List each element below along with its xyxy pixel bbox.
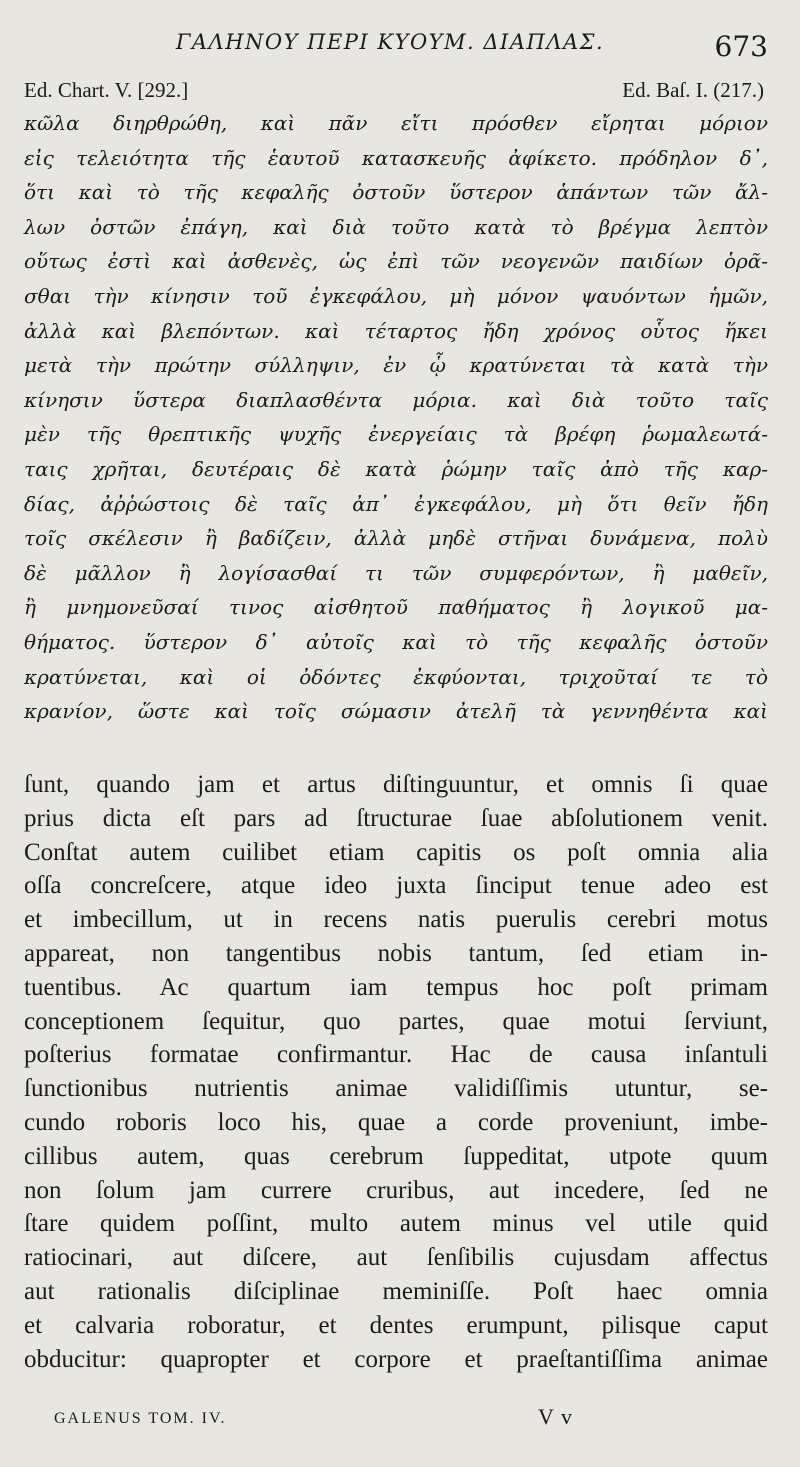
latin-text-line: et imbecillum, ut in recens natis puerulis cerebri motus: [24, 906, 768, 934]
greek-text-line: λων ὀστῶν ἐπάγη, καὶ διὰ τοῦτο κατὰ τὸ βρέγμα λεπτὸν: [24, 214, 768, 239]
edition-left: Ed. Chart. V. [292.]: [24, 78, 189, 102]
greek-text-line: κρανίον, ὥστε καὶ τοῖς σώμασιν ἀτελῆ τὰ γεννηθέντα καὶ: [24, 699, 768, 724]
greek-text-line: δὲ μᾶλλον ἢ λογίσασθαί τι τῶν συμφερόντων, ἢ μαθεῖν,: [24, 560, 768, 585]
latin-text-line: prius dicta eſt pars ad ſtructurae ſuae abſolutionem venit.: [24, 804, 768, 832]
latin-text-line: ſunt, quando jam et artus diſtinguuntur, et omnis ſi quae: [24, 771, 768, 798]
latin-text-line: et calvaria roboratur, et dentes erumpunt, pilisque caput: [24, 1311, 768, 1339]
greek-text-line: εἰς τελειότητα τῆς ἑαυτοῦ κατασκευῆς ἀφίκετο. πρόδηλον δ᾿,: [24, 145, 768, 170]
greek-text-line: σθαι τὴν κίνησιν τοῦ ἐγκεφάλου, μὴ μόνον ψαυόντων ἡμῶν,: [24, 283, 768, 308]
latin-text-line: tuentibus. Ac quartum iam tempus hoc poſt primam: [24, 973, 768, 1001]
latin-text-line: cillibus autem, quas cerebrum ſuppeditat, utpote quum: [24, 1142, 768, 1170]
page-footer: [54, 1404, 774, 1434]
greek-text-line: τοῖς σκέλεσιν ἢ βαδίζειν, ἀλλὰ μηδὲ στῆναι δυνάμενα, πολὺ: [24, 526, 768, 551]
latin-text-line: oſſa concreſcere, atque ideo juxta ſinciput tenue adeo est: [24, 872, 768, 900]
latin-text-line: aut rationalis diſciplinae meminiſſe. Poſt haec omnia: [24, 1277, 768, 1305]
latin-text-line: ſunctionibus nutrientis animae validiſſimis utuntur, se-: [24, 1075, 768, 1103]
greek-text-line: ἀλλὰ καὶ βλεπόντων. καὶ τέταρτος ἤδη χρόνος οὗτος ἥκει: [24, 318, 768, 343]
greek-text-line: μετὰ τὴν πρώτην σύλληψιν, ἐν ᾧ κρατύνεται τὰ κατὰ τὴν: [24, 353, 768, 378]
greek-text-line: κῶλα διηρθρώθη, καὶ πᾶν εἴτι πρόσθεν εἴρηται μόριον: [24, 111, 768, 135]
greek-text-line: μὲν τῆς θρεπτικῆς ψυχῆς ἐνεργείαις τὰ βρέφη ῥωμαλεωτά-: [24, 422, 768, 447]
signature-mark: V v: [538, 1404, 573, 1429]
latin-text-line: cundo roboris loco his, quae a corde proveniunt, imbe-: [24, 1108, 768, 1136]
edition-right: Ed. Baſ. I. (217.): [622, 78, 764, 102]
greek-text-line: ὅτι καὶ τὸ τῆς κεφαλῆς ὀστοῦν ὕστερον ἁπάντων τῶν ἄλ-: [24, 180, 768, 205]
greek-text-line: κίνησιν ὕστερα διαπλασθέντα μόρια. καὶ διὰ τοῦτο ταῖς: [24, 387, 768, 412]
greek-text-line: κρατύνεται, καὶ οἱ ὀδόντες ἐκφύονται, τριχοῦταί τε τὸ: [24, 664, 768, 689]
latin-text-line: ratiocinari, aut diſcere, aut ſenſibilis cujusdam affectus: [24, 1244, 768, 1272]
greek-text-line: θήματος. ὕστερον δ᾿ αὐτοῖς καὶ τὸ τῆς κεφαλῆς ὀστοῦν: [24, 629, 768, 654]
latin-text-line: obducitur: quapropter et corpore et praeſtantiſſima animae: [24, 1345, 768, 1373]
page-number: 673: [714, 30, 768, 63]
latin-text-line: non ſolum jam currere cruribus, aut incedere, ſed ne: [24, 1176, 768, 1204]
greek-text-block: [24, 106, 768, 729]
greek-text-line: οὕτως ἐστὶ καὶ ἀσθενὲς, ὡς ἐπὶ τῶν νεογενῶν παιδίων ὁρᾶ-: [24, 249, 768, 274]
greek-text-line: δίας, ἀῤῥώστοις δὲ ταῖς ἀπ᾿ ἐγκεφάλου, μὴ ὅτι θεῖν ἤδη: [24, 491, 768, 516]
greek-text-line: ταις χρῆται, δευτέραις δὲ κατὰ ῥώμην ταῖς ἀπὸ τῆς καρ-: [24, 456, 768, 481]
latin-text-block: [24, 768, 768, 1376]
latin-text-line: ſtare quidem poſſint, multo autem minus vel utile quid: [24, 1210, 768, 1238]
latin-text-line: Conſtat autem cuilibet etiam capitis os poſt omnia alia: [24, 838, 768, 866]
edition-reference-line: [24, 78, 764, 108]
running-head: ΓΑΛΗΝΟΥ ΠΕΡΙ ΚΥΟΥΜ. ΔΙΑΠΛΑΣ.: [175, 30, 605, 54]
latin-text-line: poſterius formatae confirmantur. Hac de causa inſantuli: [24, 1041, 768, 1069]
signature-line: GALENUS TOM. IV.: [54, 1410, 227, 1427]
latin-text-line: appareat, non tangentibus nobis tantum, ſed etiam in-: [24, 939, 768, 967]
greek-text-line: ἢ μνημονεῦσαί τινος αἰσθητοῦ παθήματος ἢ λογικοῦ μα-: [24, 595, 768, 620]
latin-text-line: conceptionem ſequitur, quo partes, quae motui ſerviunt,: [24, 1007, 768, 1035]
